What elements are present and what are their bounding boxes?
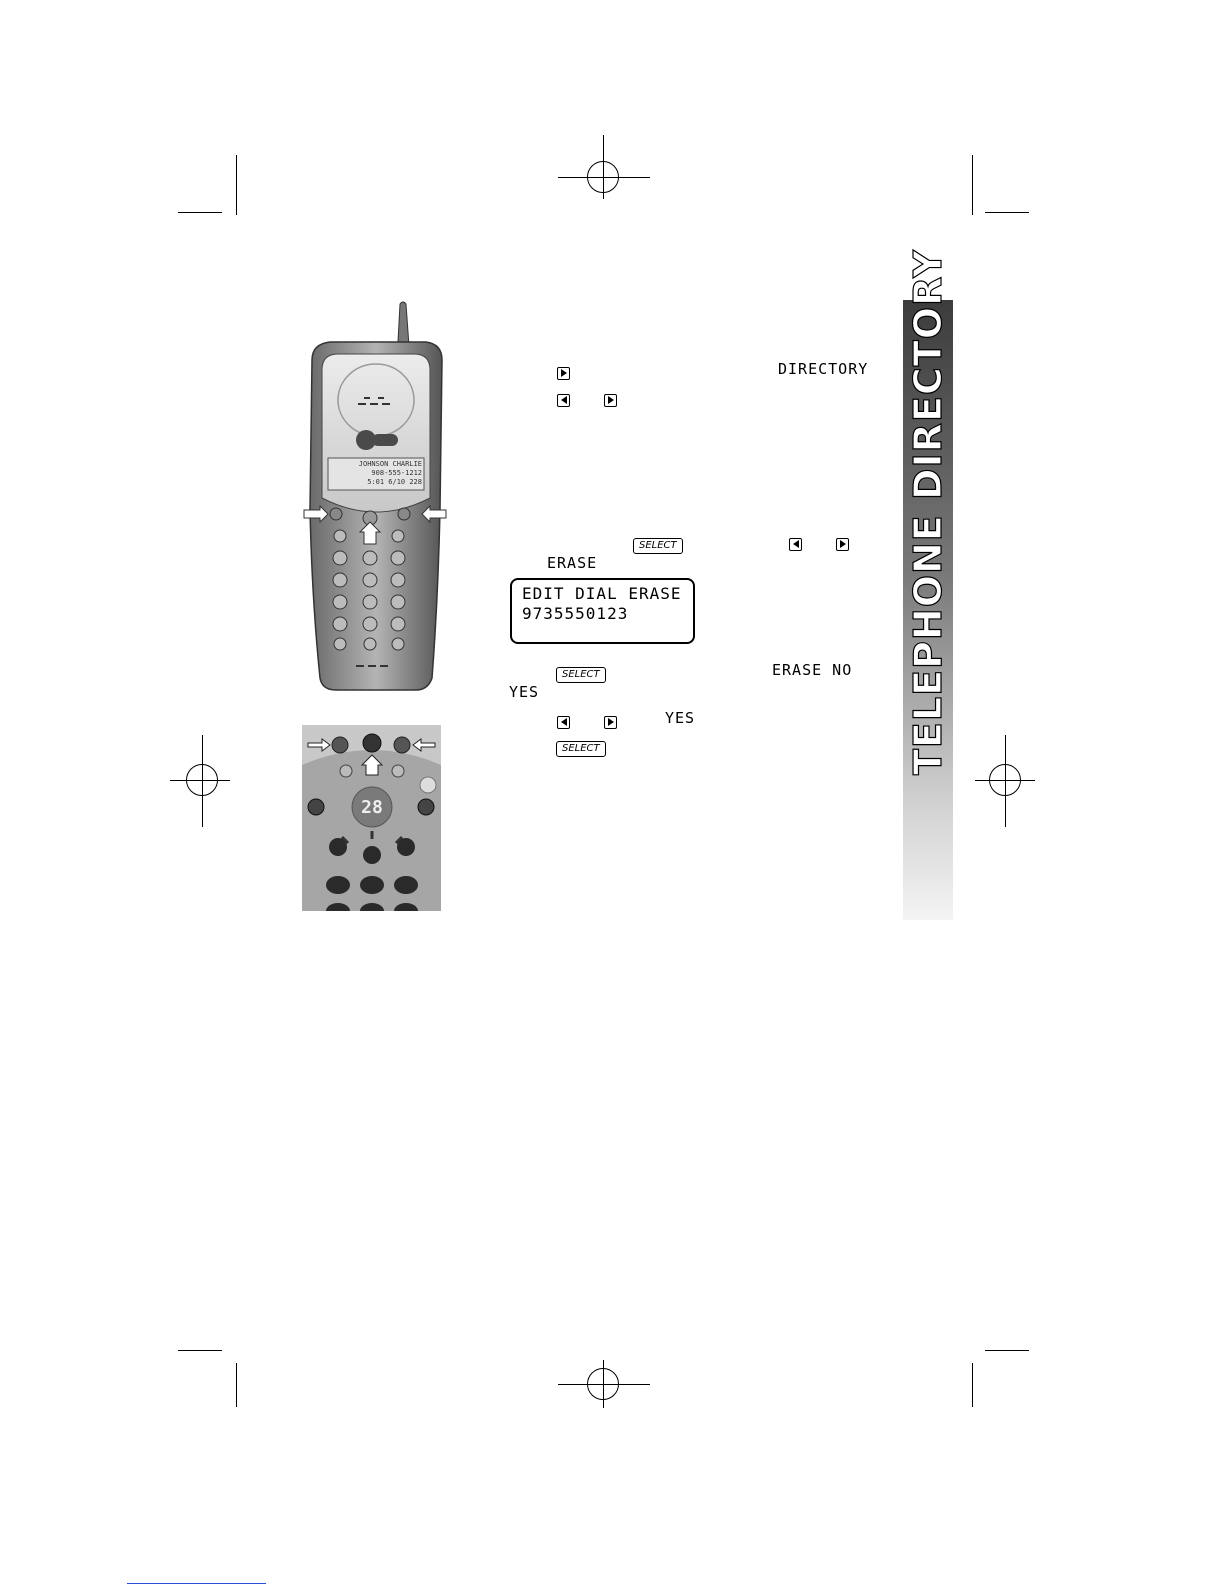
crop-mark xyxy=(985,212,1029,213)
crop-mark xyxy=(236,1363,237,1407)
closeup-display-number: 28 xyxy=(361,797,383,818)
handset-display-line3: 5:01 6/10 228 xyxy=(367,478,422,486)
yes-display-word: YES xyxy=(665,709,696,727)
right-arrow-key xyxy=(604,389,617,408)
side-tab xyxy=(903,249,953,920)
select-key xyxy=(556,736,606,757)
erase-display-word: ERASE xyxy=(547,554,598,572)
lcd-line1: EDIT DIAL ERASE xyxy=(522,584,682,603)
crop-mark xyxy=(178,212,222,213)
handset-drawing xyxy=(300,300,450,692)
handset-illustration xyxy=(300,300,450,692)
directory-display-word: DIRECTORY xyxy=(778,360,869,378)
side-tab-title: TELEPHONE DIRECTORY xyxy=(906,249,950,775)
lcd-line2: 9735550123 xyxy=(522,604,629,623)
left-arrow-key xyxy=(789,533,802,552)
right-arrow-key xyxy=(557,362,570,381)
closeup-drawing xyxy=(302,725,441,911)
yes-display-word: YES xyxy=(509,683,540,701)
left-arrow-key xyxy=(557,711,570,730)
select-key-label: SELECT xyxy=(556,741,606,757)
bottom-underline xyxy=(127,1583,266,1584)
registration-target-left xyxy=(170,735,230,827)
crop-mark xyxy=(178,1350,222,1351)
handset-display-line2: 908-555-1212 xyxy=(371,469,422,477)
erase-no-display-word: ERASE NO xyxy=(772,661,853,679)
crop-mark xyxy=(236,155,237,215)
select-key-label: SELECT xyxy=(556,667,606,683)
select-key xyxy=(633,533,683,554)
registration-target-bottom xyxy=(558,1360,650,1408)
registration-target-right xyxy=(975,735,1035,827)
handset-display-line1: JOHNSON CHARLIE xyxy=(358,460,422,468)
keypad-closeup-illustration xyxy=(302,725,441,911)
left-arrow-key xyxy=(557,389,570,408)
right-arrow-key xyxy=(836,533,849,552)
registration-target-top xyxy=(558,135,650,199)
crop-mark xyxy=(972,155,973,215)
right-arrow-key xyxy=(604,711,617,730)
lcd-screen xyxy=(510,578,695,644)
crop-mark xyxy=(972,1363,973,1407)
select-key-label: SELECT xyxy=(633,538,683,554)
crop-mark xyxy=(985,1350,1029,1351)
select-key xyxy=(556,662,606,683)
handset-display xyxy=(330,460,422,487)
